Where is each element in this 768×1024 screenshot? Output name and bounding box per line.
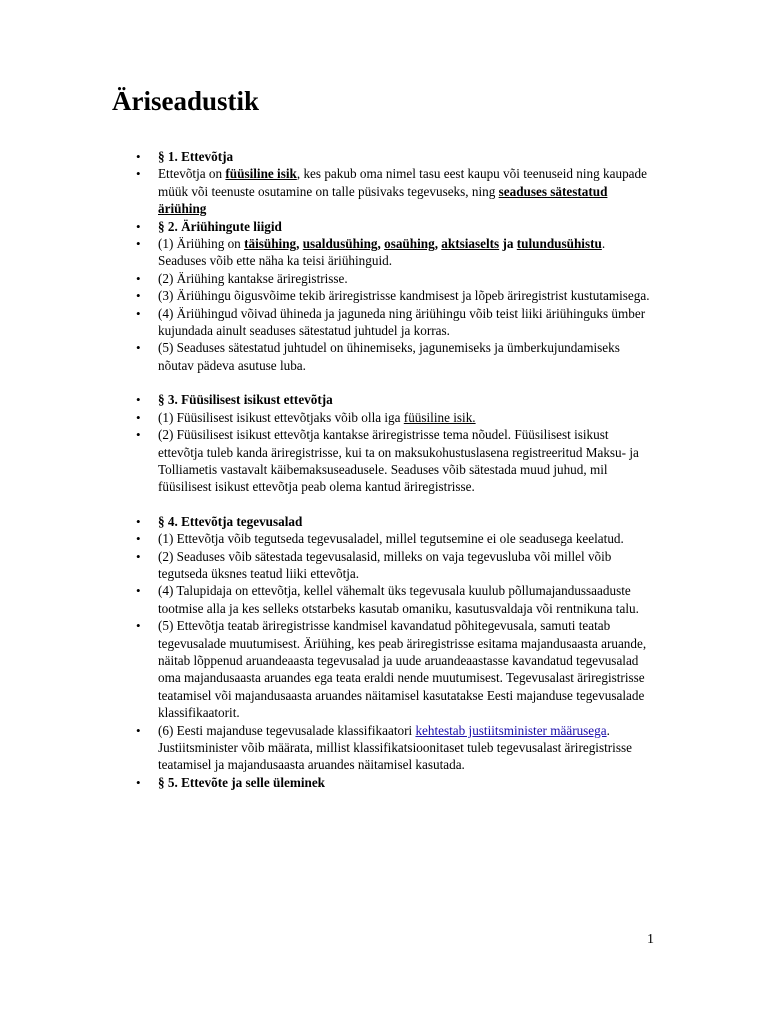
separator: , [296,236,303,252]
bullet-icon: • [136,236,141,252]
separator: , [434,236,442,252]
bullet-icon: • [136,340,141,356]
item-text: (1) Äriühing on [158,236,245,252]
list-item [112,165,652,217]
list-item [112,305,652,340]
bullet-icon: • [136,149,141,164]
item-text: (2) Füüsilisest isikust ettevõtja kantakse äriregistrisse tema nõudel. Füüsilisest isikust ettevõtja tuleb kanda äriregistrisse, kui ta on maksukohustuslasena registreeritud Maksu- ja Tolliametis vastavalt käibemaksuseadusele. Seaduses võib sätestada muud juhud, mil füüsilisest isikust ettevõtja peab olema kantud äriregistrisse. [158,427,639,495]
item-text: , kes pakub oma nimel tasu eest kaupu või teenuseid ning kaupade müük või teenuste osutamine on talle püsivaks tegevuseks, ning [158,166,647,199]
bullet-icon: • [136,288,141,304]
section-list [112,148,652,791]
term-seaduses-satestatud-ariuhing: seaduses sätestatud äriühing [158,183,608,217]
item-text: (1) Ettevõtja võib tegutseda tegevusaladel, millel tegutsemine ei ole seadusega keelatud. [158,531,624,547]
term-aktsiaselts: aktsiaselts [441,236,500,252]
bullet-icon: • [136,427,141,443]
bullet-icon: • [136,583,141,599]
bullet-icon: • [136,218,141,234]
justiitsminister-maarus-link[interactable]: kehtestab justiitsminister määrusega [415,722,607,738]
list-item [112,582,652,617]
bullet-icon: • [136,166,141,182]
term-osauhing: osaühing [384,236,435,252]
list-item [112,270,652,287]
bullet-icon: • [136,270,141,286]
term-taisuhing: täisühing [244,236,297,252]
item-text: . Seaduses võib ette näha ka teisi äriühinguid. [158,236,606,269]
list-item [112,148,652,165]
list-item [112,409,652,426]
term-usaldusuhing: usaldusühing [302,236,378,252]
term-fuusiline-isik: füüsiline isik [225,166,297,182]
item-text: (2) Äriühing kantakse äriregistrisse. [158,270,348,286]
list-item [112,426,652,496]
document-title: Äriseadustik [112,86,260,116]
item-text: (4) Äriühingud võivad ühineda ja jaguneda ning äriühingu võib teist liiki äriühinguks ümber kujundada ainult seaduses sätestatud juhtudel ja korras. [158,305,646,339]
bullet-icon: • [136,618,141,634]
list-item [112,339,652,374]
section-heading: § 4. Ettevõtja tegevusalad [158,513,303,529]
list-item [112,218,652,235]
list-item [112,391,652,408]
separator: ja [499,236,517,252]
section-heading: § 3. Füüsilisest isikust ettevõtja [158,392,333,408]
item-text: (4) Talupidaja on ettevõtja, kellel vähemalt üks tegevusala kuulub põllumajandussaaduste tootmise alla ja kes selleks otstarbeks kasutab omaniku, kasutusvaldaja või rentnikuna talu. [158,583,639,616]
list-item [112,513,652,530]
term-tulundusuhistu: tulundusühistu [516,236,602,252]
item-text: (2) Seaduses võib sätestada tegevusalasid, milleks on vaja tegevusluba või millel võib tegutseda üksnes teatud liiki ettevõtja. [158,548,612,581]
item-text: Ettevõtja on [158,166,226,182]
item-text: (5) Ettevõtja teatab äriregistrisse kandmisel kavandatud põhitegevusala, samuti teatab tegevusalade muutumisest. Äriühing, kes peab äriregistrisse esitama majandusaasta aruande, näitab lõppenud aruandeaasta tegevusalad ja uude aruandeaastasse kavandatud tegevusalad oma majandusaasta aruandes ega teata eraldi nende muutumisest. Tegevusalast äriregistrisse teatamisel või majandusaasta aruandes näitamisel kasutatakse Eesti majanduse tegevusalade klassifikaatorit. [158,618,647,721]
bullet-icon: • [136,722,141,738]
bullet-icon: • [136,531,141,547]
bullet-icon: • [136,513,141,529]
bullet-icon: • [136,392,141,408]
separator: , [377,236,385,252]
list-item [112,530,652,547]
item-text: (3) Äriühingu õigusvõime tekib äriregistrisse kandmisest ja lõpeb äriregistrist kustutamisega. [158,288,650,304]
section-heading: § 1. Ettevõtja [158,149,234,164]
list-item [112,235,652,270]
item-text: . Justiitsminister võib määrata, millist klassifikatsioonitaset tuleb tegevusalast äriregistrisse teatamisel ja majandusaasta aruandes näitamisel kasutada. [158,722,632,773]
item-text: (1) Füüsilisest isikust ettevõtjaks võib olla iga [158,409,404,425]
bullet-icon: • [136,305,141,321]
term-fuusiline-isik: füüsiline isik. [403,409,476,425]
item-text: (6) Eesti majanduse tegevusalade klassifikaatori [158,722,416,738]
bullet-icon: • [136,409,141,425]
bullet-icon: • [136,774,141,790]
list-item [112,287,652,304]
section-heading: § 2. Äriühingute liigid [158,218,282,234]
list-item [112,722,652,774]
list-item [112,617,652,721]
list-item [112,774,652,791]
page-number: 1 [647,932,654,947]
bullet-icon: • [136,548,141,564]
item-text: (5) Seaduses sätestatud juhtudel on ühinemiseks, jagunemiseks ja ümberkujundamiseks nõutav pädeva asutuse luba. [158,340,620,373]
section-heading: § 5. Ettevõte ja selle üleminek [158,774,326,790]
list-item [112,548,652,583]
